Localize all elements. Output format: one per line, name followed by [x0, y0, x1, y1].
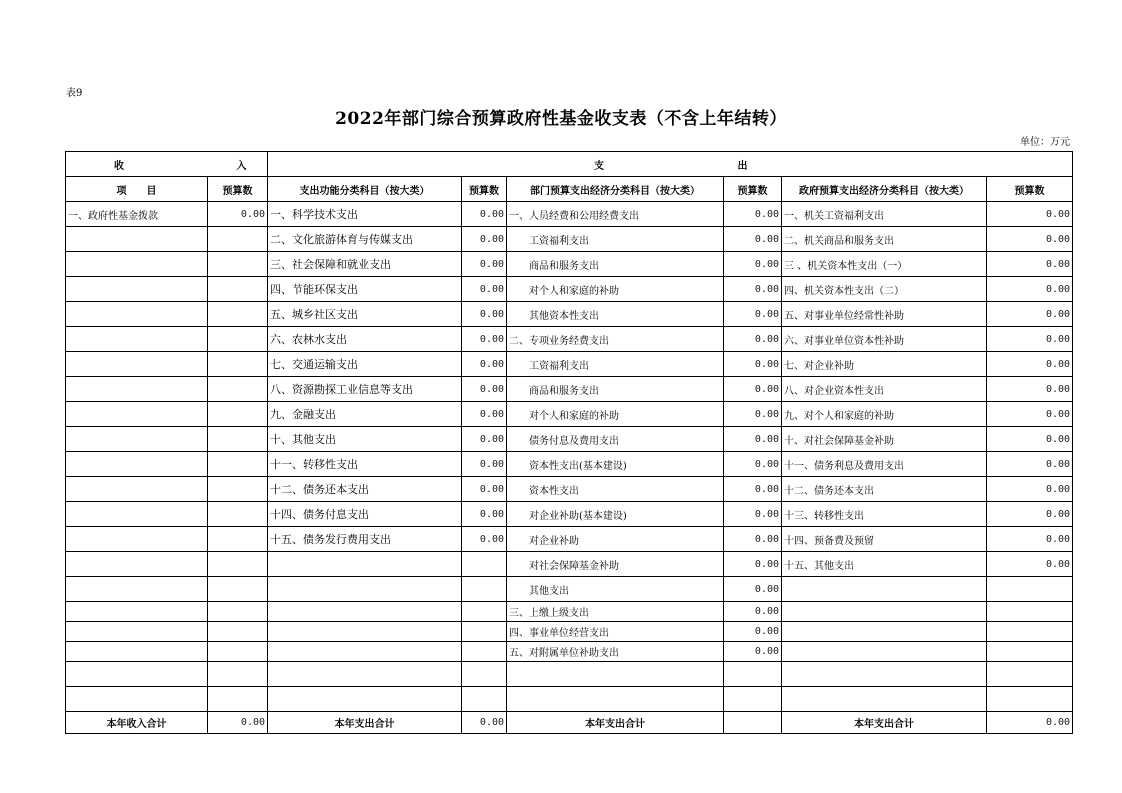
table-row — [66, 662, 1073, 687]
func-amount-cell — [462, 622, 507, 642]
dept-amount-cell: 0.00 — [724, 277, 782, 302]
table-row — [66, 277, 1073, 302]
income-amount-cell — [208, 277, 268, 302]
dept-amount-cell: 0.00 — [724, 427, 782, 452]
income-group-header — [66, 152, 268, 177]
func-amount-cell — [462, 662, 507, 687]
table-row — [66, 327, 1073, 352]
func-amount-cell: 0.00 — [462, 327, 507, 352]
dept-econ-cell: 其他资本性支出 — [507, 302, 724, 327]
income-item-cell — [66, 252, 208, 277]
gov-amount-cell: 0.00 — [987, 477, 1073, 502]
func-class-cell — [268, 662, 462, 687]
gov-econ-cell: 十三、转移性支出 — [782, 502, 987, 527]
table-row — [66, 452, 1073, 477]
func-class-cell — [268, 552, 462, 577]
func-class-cell: 三、社会保障和就业支出 — [268, 252, 462, 277]
dept-amount-cell: 0.00 — [724, 202, 782, 227]
dept-amount-cell: 0.00 — [724, 477, 782, 502]
dept-econ-cell: 资本性支出(基本建设) — [507, 452, 724, 477]
dept-econ-cell: 债务付息及费用支出 — [507, 427, 724, 452]
dept-amount-cell: 0.00 — [724, 377, 782, 402]
func-class-cell: 一、科学技术支出 — [268, 202, 462, 227]
gov-econ-cell — [782, 577, 987, 602]
income-amount-cell — [208, 552, 268, 577]
gov-amount-cell: 0.00 — [987, 327, 1073, 352]
income-amount-cell — [208, 427, 268, 452]
totals-row — [66, 712, 1073, 734]
dept-econ-cell — [507, 687, 724, 712]
col-header-gov-econ: 政府预算支出经济分类科目（按大类） — [782, 177, 987, 202]
income-group-char-2: 入 — [236, 160, 247, 172]
dept-amount-cell: 0.00 — [724, 402, 782, 427]
table-row — [66, 577, 1073, 602]
total-func-amount: 0.00 — [462, 712, 507, 734]
gov-econ-cell: 三 、机关资本性支出（一） — [782, 252, 987, 277]
gov-amount-cell: 0.00 — [987, 427, 1073, 452]
income-item-cell — [66, 302, 208, 327]
income-amount-cell — [208, 527, 268, 552]
func-amount-cell: 0.00 — [462, 302, 507, 327]
income-amount-cell: 0.00 — [208, 202, 268, 227]
dept-econ-cell: 工资福利支出 — [507, 227, 724, 252]
column-header-row — [66, 177, 1073, 202]
gov-amount-cell — [987, 622, 1073, 642]
dept-amount-cell: 0.00 — [724, 302, 782, 327]
income-amount-cell — [208, 622, 268, 642]
expense-group-char-2: 出 — [737, 160, 748, 172]
func-amount-cell: 0.00 — [462, 502, 507, 527]
dept-amount-cell: 0.00 — [724, 642, 782, 662]
gov-econ-cell: 七、对企业补助 — [782, 352, 987, 377]
func-class-cell: 八、资源勘探工业信息等支出 — [268, 377, 462, 402]
gov-econ-cell: 十五、其他支出 — [782, 552, 987, 577]
func-class-cell — [268, 602, 462, 622]
func-amount-cell — [462, 602, 507, 622]
expense-group-header — [268, 152, 1073, 177]
table-row — [66, 202, 1073, 227]
income-amount-cell — [208, 302, 268, 327]
dept-econ-cell: 二、专项业务经费支出 — [507, 327, 724, 352]
func-amount-cell: 0.00 — [462, 452, 507, 477]
dept-amount-cell: 0.00 — [724, 602, 782, 622]
expense-group-char-1: 支 — [594, 160, 605, 172]
func-class-cell: 二、文化旅游体育与传媒支出 — [268, 227, 462, 252]
gov-econ-cell: 十、对社会保障基金补助 — [782, 427, 987, 452]
gov-amount-cell — [987, 602, 1073, 622]
table-row — [66, 377, 1073, 402]
gov-econ-cell: 五、对事业单位经常性补助 — [782, 302, 987, 327]
func-class-cell: 五、城乡社区支出 — [268, 302, 462, 327]
func-class-cell — [268, 622, 462, 642]
gov-amount-cell: 0.00 — [987, 302, 1073, 327]
dept-amount-cell: 0.00 — [724, 352, 782, 377]
func-amount-cell — [462, 577, 507, 602]
func-amount-cell — [462, 552, 507, 577]
func-class-cell: 十二、债务还本支出 — [268, 477, 462, 502]
total-income-label: 本年收入合计 — [66, 712, 208, 734]
income-item-cell — [66, 477, 208, 502]
income-amount-cell — [208, 377, 268, 402]
dept-amount-cell: 0.00 — [724, 622, 782, 642]
gov-econ-cell — [782, 687, 987, 712]
dept-econ-cell: 其他支出 — [507, 577, 724, 602]
gov-econ-cell — [782, 662, 987, 687]
table-row — [66, 602, 1073, 622]
dept-amount-cell: 0.00 — [724, 452, 782, 477]
table-row — [66, 502, 1073, 527]
func-amount-cell: 0.00 — [462, 277, 507, 302]
table-row — [66, 302, 1073, 327]
gov-amount-cell: 0.00 — [987, 452, 1073, 477]
total-income-amount: 0.00 — [208, 712, 268, 734]
dept-econ-cell — [507, 662, 724, 687]
income-item-cell: 一、政府性基金拨款 — [66, 202, 208, 227]
gov-amount-cell — [987, 687, 1073, 712]
func-amount-cell — [462, 687, 507, 712]
dept-econ-cell: 对个人和家庭的补助 — [507, 277, 724, 302]
income-amount-cell — [208, 252, 268, 277]
income-amount-cell — [208, 577, 268, 602]
func-amount-cell: 0.00 — [462, 377, 507, 402]
col-header-item: 项 目 — [66, 177, 208, 202]
dept-econ-cell: 三、上缴上级支出 — [507, 602, 724, 622]
func-amount-cell: 0.00 — [462, 227, 507, 252]
func-class-cell: 七、交通运输支出 — [268, 352, 462, 377]
gov-amount-cell: 0.00 — [987, 252, 1073, 277]
dept-econ-cell: 一、人员经费和公用经费支出 — [507, 202, 724, 227]
table-row — [66, 402, 1073, 427]
col-header-income-budget: 预算数 — [208, 177, 268, 202]
gov-econ-cell — [782, 602, 987, 622]
income-amount-cell — [208, 687, 268, 712]
gov-econ-cell: 二、机关商品和服务支出 — [782, 227, 987, 252]
dept-econ-cell: 四、事业单位经营支出 — [507, 622, 724, 642]
func-amount-cell: 0.00 — [462, 527, 507, 552]
gov-econ-cell: 十二、债务还本支出 — [782, 477, 987, 502]
total-gov-amount: 0.00 — [987, 712, 1073, 734]
page-title: 2022年部门综合预算政府性基金收支表（不含上年结转） — [335, 109, 787, 129]
func-class-cell: 十四、债务付息支出 — [268, 502, 462, 527]
gov-amount-cell — [987, 577, 1073, 602]
dept-amount-cell: 0.00 — [724, 252, 782, 277]
table-row — [66, 622, 1073, 642]
gov-amount-cell: 0.00 — [987, 502, 1073, 527]
gov-econ-cell: 十四、预备费及预留 — [782, 527, 987, 552]
table-row — [66, 252, 1073, 277]
income-item-cell — [66, 377, 208, 402]
unit-label: 单位：万元 — [1020, 137, 1070, 148]
table-row — [66, 477, 1073, 502]
income-amount-cell — [208, 477, 268, 502]
func-class-cell: 十、其他支出 — [268, 427, 462, 452]
col-header-func-budget: 预算数 — [462, 177, 507, 202]
table-row — [66, 427, 1073, 452]
income-item-cell — [66, 327, 208, 352]
col-header-gov-budget: 预算数 — [987, 177, 1073, 202]
income-item-cell — [66, 502, 208, 527]
income-amount-cell — [208, 352, 268, 377]
dept-amount-cell: 0.00 — [724, 327, 782, 352]
total-func-label: 本年支出合计 — [268, 712, 462, 734]
income-item-cell — [66, 552, 208, 577]
gov-econ-cell: 一、机关工资福利支出 — [782, 202, 987, 227]
income-item-cell — [66, 277, 208, 302]
dept-econ-cell: 对个人和家庭的补助 — [507, 402, 724, 427]
func-class-cell — [268, 577, 462, 602]
dept-amount-cell: 0.00 — [724, 577, 782, 602]
income-item-cell — [66, 687, 208, 712]
income-amount-cell — [208, 602, 268, 622]
dept-econ-cell: 对企业补助(基本建设) — [507, 502, 724, 527]
gov-amount-cell: 0.00 — [987, 202, 1073, 227]
gov-amount-cell: 0.00 — [987, 527, 1073, 552]
dept-econ-cell: 商品和服务支出 — [507, 252, 724, 277]
income-amount-cell — [208, 662, 268, 687]
gov-econ-cell: 十一、债务利息及费用支出 — [782, 452, 987, 477]
dept-amount-cell: 0.00 — [724, 527, 782, 552]
income-item-cell — [66, 452, 208, 477]
gov-amount-cell: 0.00 — [987, 402, 1073, 427]
income-item-cell — [66, 227, 208, 252]
income-item-cell — [66, 577, 208, 602]
income-item-cell — [66, 427, 208, 452]
func-amount-cell: 0.00 — [462, 402, 507, 427]
gov-amount-cell: 0.00 — [987, 227, 1073, 252]
gov-econ-cell: 六、对事业单位资本性补助 — [782, 327, 987, 352]
func-class-cell: 十一、转移性支出 — [268, 452, 462, 477]
dept-amount-cell: 0.00 — [724, 227, 782, 252]
dept-amount-cell — [724, 687, 782, 712]
gov-econ-cell — [782, 622, 987, 642]
dept-amount-cell: 0.00 — [724, 502, 782, 527]
gov-econ-cell — [782, 642, 987, 662]
income-item-cell — [66, 352, 208, 377]
gov-amount-cell — [987, 642, 1073, 662]
table-row — [66, 227, 1073, 252]
income-amount-cell — [208, 502, 268, 527]
gov-amount-cell: 0.00 — [987, 277, 1073, 302]
dept-econ-cell: 商品和服务支出 — [507, 377, 724, 402]
table-row — [66, 642, 1073, 662]
col-header-dept-budget: 预算数 — [724, 177, 782, 202]
gov-amount-cell: 0.00 — [987, 377, 1073, 402]
table-row — [66, 552, 1073, 577]
income-amount-cell — [208, 227, 268, 252]
income-group-char-1: 收 — [114, 160, 124, 172]
func-amount-cell: 0.00 — [462, 202, 507, 227]
total-dept-label: 本年支出合计 — [507, 712, 724, 734]
dept-econ-cell: 资本性支出 — [507, 477, 724, 502]
dept-econ-cell: 对企业补助 — [507, 527, 724, 552]
table-row — [66, 687, 1073, 712]
dept-amount-cell: 0.00 — [724, 552, 782, 577]
func-class-cell: 十五、债务发行费用支出 — [268, 527, 462, 552]
total-gov-label: 本年支出合计 — [782, 712, 987, 734]
gov-amount-cell: 0.00 — [987, 552, 1073, 577]
dept-econ-cell: 对社会保障基金补助 — [507, 552, 724, 577]
income-item-cell — [66, 602, 208, 622]
income-item-cell — [66, 662, 208, 687]
func-class-cell — [268, 642, 462, 662]
gov-amount-cell — [987, 662, 1073, 687]
func-class-cell: 九、金融支出 — [268, 402, 462, 427]
total-dept-amount — [724, 712, 782, 734]
func-class-cell: 四、节能环保支出 — [268, 277, 462, 302]
func-class-cell — [268, 687, 462, 712]
gov-amount-cell: 0.00 — [987, 352, 1073, 377]
income-item-cell — [66, 527, 208, 552]
income-amount-cell — [208, 402, 268, 427]
income-item-cell — [66, 402, 208, 427]
func-amount-cell: 0.00 — [462, 352, 507, 377]
func-class-cell: 六、农林水支出 — [268, 327, 462, 352]
func-amount-cell: 0.00 — [462, 427, 507, 452]
col-header-dept-econ: 部门预算支出经济分类科目（按大类） — [507, 177, 724, 202]
dept-amount-cell — [724, 662, 782, 687]
dept-econ-cell: 工资福利支出 — [507, 352, 724, 377]
income-item-cell — [66, 642, 208, 662]
table-number: 表9 — [66, 88, 83, 99]
table-row — [66, 352, 1073, 377]
gov-econ-cell: 八、对企业资本性支出 — [782, 377, 987, 402]
income-amount-cell — [208, 327, 268, 352]
budget-table — [65, 151, 1073, 734]
func-amount-cell — [462, 642, 507, 662]
income-amount-cell — [208, 642, 268, 662]
gov-econ-cell: 四、机关资本性支出（二） — [782, 277, 987, 302]
income-item-cell — [66, 622, 208, 642]
func-amount-cell: 0.00 — [462, 252, 507, 277]
table-row — [66, 527, 1073, 552]
income-amount-cell — [208, 452, 268, 477]
dept-econ-cell: 五、对附属单位补助支出 — [507, 642, 724, 662]
gov-econ-cell: 九、对个人和家庭的补助 — [782, 402, 987, 427]
col-header-func-class: 支出功能分类科目（按大类） — [268, 177, 462, 202]
func-amount-cell: 0.00 — [462, 477, 507, 502]
group-header-row — [66, 152, 1073, 177]
